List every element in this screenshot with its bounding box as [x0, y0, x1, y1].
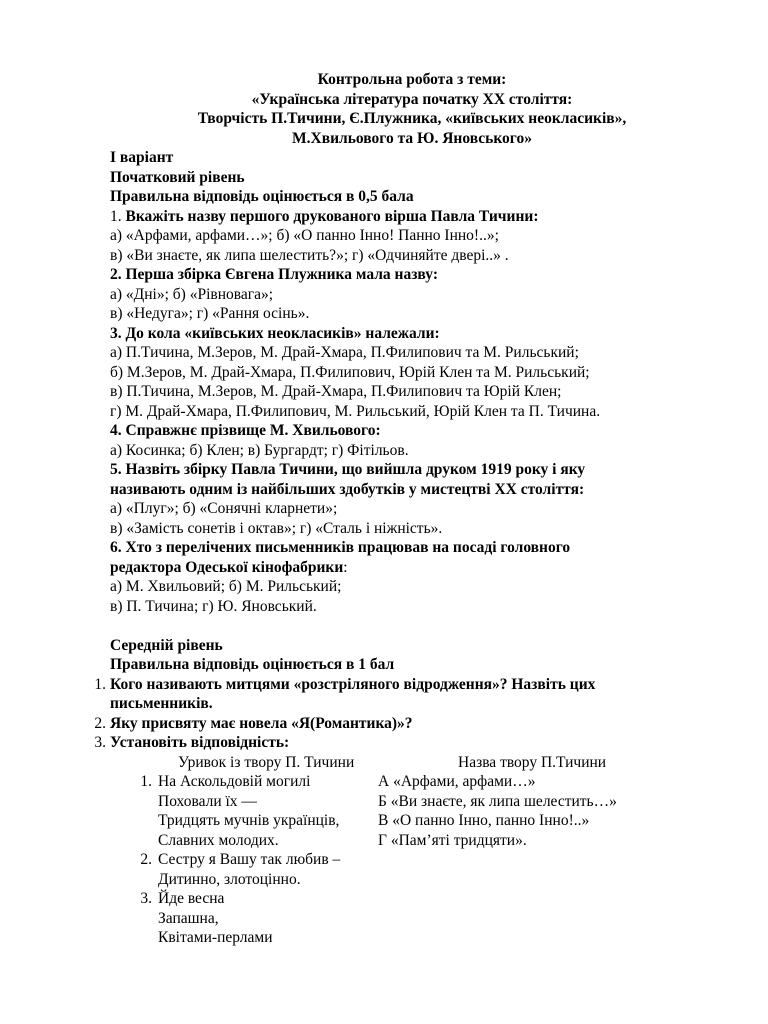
title-option-b: Б «Ви знаєте, як липа шелестить…»	[378, 792, 617, 810]
fragment-line: Дитинно, злотоцінно.	[158, 870, 301, 888]
question-4-options: а) Косинка; б) Клен; в) Бургардт; г) Фітільов.	[110, 441, 409, 459]
question-2-options-b: в) «Недуга»; г) «Рання осінь».	[110, 305, 310, 322]
fragment-column-header: Уривок із твору П. Тичини	[178, 753, 355, 771]
level2-title: Середній рівень	[110, 636, 223, 654]
section-spacer	[110, 616, 708, 636]
level1-score: Правильна відповідь оцінюється в 0,5 бала	[110, 188, 414, 205]
variant-heading: І варіант	[110, 149, 174, 166]
title-options	[378, 772, 617, 850]
fragment-number: 2.	[140, 851, 152, 868]
fragment-line: Запашна,	[158, 909, 219, 927]
question-1-text: Вкажіть назву першого друкованого вірша Павла Тичини:	[125, 207, 539, 225]
question-3-option-a: а) П.Тичина, М.Зеров, М. Драй-Хмара, П.Филипович та М. Рильський;	[110, 344, 579, 361]
fragment-number: 3.	[140, 890, 152, 907]
question-1	[110, 207, 708, 227]
matching-table	[110, 753, 708, 948]
fragment-number: 1.	[140, 773, 152, 790]
level2-question-1-line-1: Кого називають митцями «розстріляного відродження»? Назвіть цих	[110, 675, 596, 693]
question-1-number: 1.	[110, 207, 126, 225]
question-3-option-b: б) М.Зеров, М. Драй-Хмара, П.Филипович, Юрій Клен та М. Рильський;	[110, 363, 590, 381]
level1-title: Початковий рівень	[110, 168, 245, 186]
fragment-2	[140, 850, 341, 889]
level2-question-1-line-2: письменників.	[110, 695, 213, 712]
fragment-1	[140, 772, 340, 850]
fragment-line: Тридцять мучнів українців,	[158, 812, 340, 829]
fragment-line: На Аскольдовій могилі	[158, 773, 311, 790]
list-number: 3.	[94, 734, 106, 751]
fragment-line: Йде весна	[158, 890, 225, 907]
document-title	[0, 70, 768, 148]
level2-question-3-text: Установіть відповідність:	[110, 734, 290, 751]
title-line-4: М.Хвильового та Ю. Яновського»	[292, 129, 532, 147]
question-6-colon: :	[343, 558, 348, 576]
question-2: 2. Перша збірка Євгена Плужника мала назву:	[110, 266, 438, 283]
question-3: 3. До кола «київських неокласиків» належали:	[110, 324, 440, 342]
title-option-v: В «О панно Інно, панно Інно!..»	[378, 812, 590, 829]
fragment-line: Квітами-перлами	[158, 929, 273, 946]
fragment-line: Славних молодих.	[158, 831, 279, 849]
question-1-options-a: а) «Арфами, арфами…»; б) «О панно Інно! Панно Інно!..»;	[110, 227, 499, 244]
level2-question-2-text: Яку присвяту має новела «Я(Романтика)»?	[110, 714, 413, 732]
document-body	[94, 148, 708, 948]
document-page	[0, 70, 768, 948]
list-number: 1.	[94, 675, 106, 693]
question-6-options-a: а) М. Хвильовий; б) М. Рильський;	[110, 578, 342, 595]
question-6-line-2-text: редактора Одеської кінофабрики	[110, 558, 344, 576]
question-5-options-b: в) «Замість сонетів і октав»; г) «Сталь і ніжність».	[110, 519, 443, 537]
level2-score: Правильна відповідь оцінюється в 1 бал	[110, 656, 395, 673]
question-3-option-c: в) П.Тичина, М.Зеров, М. Драй-Хмара, П.Филипович та Юрій Клен;	[110, 383, 562, 400]
question-5-options-a: а) «Плуг»; б) «Сонячні кларнети»;	[110, 500, 338, 517]
title-column-header: Назва твору П.Тичини	[458, 753, 607, 771]
title-line-3: Творчість П.Тичини, Є.Плужника, «київських неокласиків»,	[197, 110, 627, 127]
question-1-options-b: в) «Ви знаєте, як липа шелестить?»; г) «Одчиняйте двері..» .	[110, 246, 509, 264]
question-2-options-a: а) «Дні»; б) «Рівновага»;	[110, 285, 274, 303]
fragment-line: Поховали їх —	[158, 792, 257, 810]
title-line-1: Контрольна робота з теми:	[317, 71, 507, 88]
question-3-option-d: г) М. Драй-Хмара, П.Филипович, М. Рильський, Юрій Клен та П. Тичина.	[110, 402, 601, 420]
title-option-a: А «Арфами, арфами…»	[378, 773, 536, 790]
fragment-line: Сестру я Вашу так любив –	[158, 851, 341, 868]
question-6-line-2	[110, 558, 708, 578]
question-6-options-b: в) П. Тичина; г) Ю. Яновський.	[110, 597, 317, 615]
fragment-3	[140, 889, 273, 948]
list-number: 2.	[94, 714, 106, 732]
question-6-line-1: 6. Хто з перелічених письменників працював на посаді головного	[110, 539, 571, 556]
level2-question-1	[94, 675, 708, 714]
question-5-line-1: 5. Назвіть збірку Павла Тичини, що вийшла друком 1919 року і яку	[110, 461, 586, 478]
title-option-h: Г «Пам’яті тридцяти».	[378, 831, 527, 849]
question-5-line-2: називають одним із найбільших здобутків у мистецтві ХХ століття:	[110, 480, 585, 498]
level2-question-2	[94, 714, 708, 734]
question-4: 4. Справжнє прізвище М. Хвильового:	[110, 422, 381, 439]
title-line-2: «Українська література початку ХХ століття:	[251, 90, 573, 108]
level2-question-3	[94, 733, 708, 753]
